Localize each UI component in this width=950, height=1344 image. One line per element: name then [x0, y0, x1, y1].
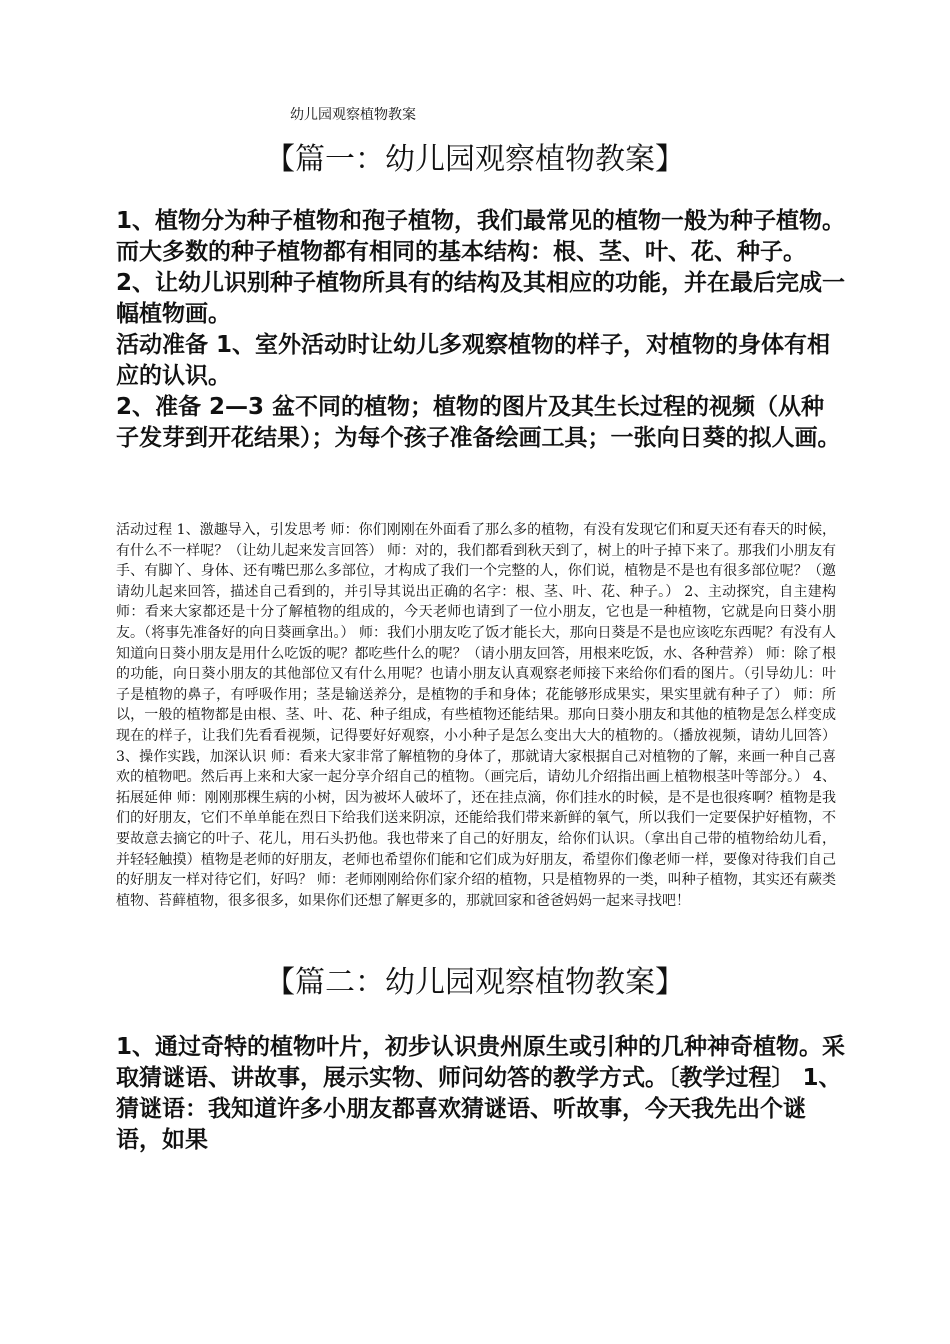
preparation-paragraph: 活动准备 1、室外活动时让幼儿多观察植物的样子，对植物的身体有相应的认识。 [116, 332, 831, 389]
objective-paragraph: 2、让幼儿识别种子植物所具有的结构及其相应的功能，并在最后完成一幅植物画。 [116, 270, 846, 327]
document-title: 幼儿园观察植物教案 [290, 107, 416, 123]
objective-paragraph: 1、植物分为种子植物和孢子植物，我们最常见的植物一般为种子植物。而大多数的种子植物都有相同的基本结构：根、茎、叶、花、种子。 [116, 208, 846, 265]
section-2-heading: 【篇二：幼儿园观察植物教案】 [265, 965, 685, 1000]
section-1-objectives [116, 206, 846, 454]
section-2-objectives [116, 1032, 846, 1156]
objective-paragraph: 1、通过奇特的植物叶片，初步认识贵州原生或引种的几种神奇植物。采取猜谜语、讲故事，展示实物、师问幼答的教学方式。〔教学过程〕 1、猜谜语：我知道许多小朋友都喜欢猜谜语、听故事，今天我先出个谜语，如果 [116, 1034, 846, 1153]
section-1-heading: 【篇一：幼儿园观察植物教案】 [265, 142, 685, 177]
activity-process-text: 活动过程 1、激趣导入，引发思考 师：你们刚刚在外面看了那么多的植物，有没有发现它们和夏天还有春天的时候，有什么不一样呢？（让幼儿起来发言回答） 师：对的，我们都看到秋天到了，树上的叶子掉下来了。那我们小朋友有手、有脚丫、身体、还有嘴巴那么多部位，才构成了我们一个完整的人，你们说，植物是不是也有很多部位呢？（邀请幼儿起来回答，描述自己看到的，并引导其说出正确的名字：根、茎、叶、花、种子。） 2、主动探究，自主建构 师：看来大家都还是十分了解植物的组成的，今天老师也请到了一位小朋友，它也是一种植物，它就是向日葵小朋友。（将事先准备好的向日葵画拿出。） 师：我们小朋友吃了饭才能长大，那向日葵是不是也应该吃东西呢？有没有人知道向日葵小朋友是用什么吃饭的呢？都吃些什么的呢？（请小朋友回答，用根来吃饭，水、各种营养） 师：除了根的功能，向日葵小朋友的其他部位又有什么用呢？也请小朋友认真观察老师接下来给你们看的图片。（引导幼儿：叶子是植物的鼻子，有呼吸作用；茎是输送养分，是植物的手和身体；花能够形成果实，果实里就有种子了） 师：所以，一般的植物都是由根、茎、叶、花、种子组成，有些植物还能结果。那向日葵小朋友和其他的植物是怎么样变成现在的样子，让我们先看看视频，记得要好好观察，小小种子是怎么变出大大的植物的。（播放视频，请幼儿回答） 3、操作实践，加深认识 师：看来大家非常了解植物的身体了，那就请大家根据自己对植物的了解，来画一种自己喜欢的植物吧。然后再上来和大家一起分享介绍自己的植物。（画完后，请幼儿介绍指出画上植物根茎叶等部分。） 4、拓展延伸 师：刚刚那棵生病的小树，因为被坏人破坏了，还在挂点滴，你们挂水的时候，是不是也很疼啊？植物是我们的好朋友，它们不单单能在烈日下给我们送来阴凉，还能给我们带来新鲜的氧气，所以我们一定要保护好植物，不要故意去摘它的叶子、花儿，用石头扔他。我也带来了自己的好朋友，给你们认识。（拿出自己带的植物给幼儿看，并轻轻触摸）植物是老师的好朋友，老师也希望你们能和它们成为好朋友，希望你们像老师一样，要像对待我们自己的好朋友一样对待它们，好吗？ 师：老师刚刚给你们家介绍的植物，只是植物界的一类，叫种子植物，其实还有蕨类植物、苔藓植物，很多很多，如果你们还想了解更多的，那就回家和爸爸妈妈一起来寻找吧！ [116, 522, 836, 909]
preparation-paragraph: 2、准备 2—3 盆不同的植物；植物的图片及其生长过程的视频（从种子发芽到开花结果）；为每个孩子准备绘画工具；一张向日葵的拟人画。 [116, 394, 841, 451]
